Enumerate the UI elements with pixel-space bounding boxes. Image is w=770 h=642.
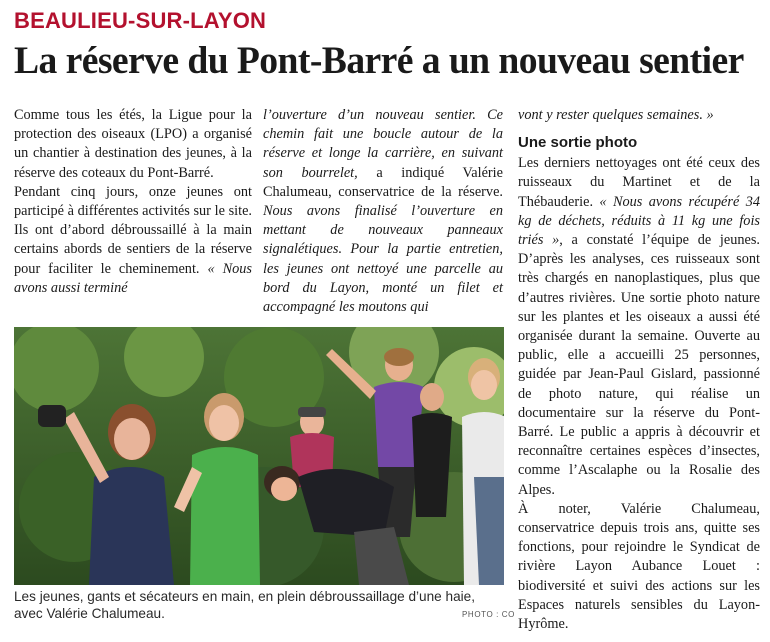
article-column-3 (518, 106, 760, 634)
column-3-paragraph-1-text-b: , a constaté l’équipe de jeunes. D’après les analyses, ces ruisseaux sont très chargés en nanoplastiques, plus que d’autres rivières. Une sortie photo nature sur les plantes et les oiseaux a aussi été organisée durant la semaine. Ouverte au public, elle a accueilli 25 personnes, guidée par Jean-Paul Gislard, passionné de photo nature, qui réalise un documentaire sur la réserve du Pont-Barré. Le public a appris à découvrir et reconnaître certaines espèces d’insectes, comme l’Ascalaphe ou la Rosalie des Alpes. (518, 232, 760, 498)
column-3-quote: « Nous avons récupéré 34 kg de déchets, réduits à 11 kg une fois triés » (518, 193, 760, 249)
column-2-quote-1: l’ouverture d’un nouveau sentier. Ce chemin fait une boucle autour de la réserve et longe la carrière, en suivant son bourrelet, (263, 107, 503, 181)
group-of-young-volunteers-clearing-hedge-icon (14, 327, 504, 585)
column-3-paragraph-1 (518, 154, 760, 500)
column-1-paragraph-1: Comme tous les étés, la Ligue pour la protection des oiseaux (LPO) a organisé un chantier à destination des jeunes, à la réserve des coteaux du Pont-Barré. (14, 107, 252, 181)
subhead-sortie-photo: Une sortie photo (518, 134, 638, 152)
article-photo (14, 327, 504, 585)
column-1-paragraph-2-text: Pendant cinq jours, onze jeunes ont participé à différentes activités sur le site. Ils ont d’abord débroussaillé à la main certains abords de sentiers de la réserve pour faciliter le cheminement. (14, 183, 252, 277)
column-2-paragraph (263, 106, 503, 317)
article-column-1 (14, 106, 252, 298)
article-headline: La réserve du Pont-Barré a un nouveau sentier (14, 39, 744, 82)
column-2-quote-2: Nous avons finalisé l’ouverture en mettant de nouveaux panneaux signalétiques. Pour la partie entretien, les jeunes ont nettoyé une parcelle au bord du Layon, monté un filet et accompagné les moutons qui (263, 203, 503, 316)
column-3-quote-end: vont y rester quelques semaines. » (518, 107, 714, 123)
article-column-2 (263, 106, 503, 317)
column-3-paragraph-1-text-a: Les derniers nettoyages ont été ceux des ruisseaux du Martinet et de la Thébauderie. (518, 155, 760, 210)
column-2-attribution: a indiqué Valérie Chalumeau, conservatrice de la réserve. (263, 164, 503, 200)
column-1-paragraph-2 (14, 183, 252, 298)
column-3-paragraph-2: À noter, Valérie Chalumeau, conservatrice depuis trois ans, quitte ses fonctions, pour rejoindre le Syndicat de rivière Layon Aubance Louet : biodiversité et suivi des actions sur les Espaces naturels sensibles du Layon-Hyrôme. (518, 500, 760, 633)
photo-credit: PHOTO : CO (462, 610, 515, 619)
photo-caption: Les jeunes, gants et sécateurs en main, en plein débroussaillage d’une haie, avec Valérie Chalumeau. (14, 589, 475, 621)
section-kicker: BEAULIEU-SUR-LAYON (14, 8, 267, 33)
column-1-quote-start: « Nous avons aussi terminé (14, 260, 252, 296)
